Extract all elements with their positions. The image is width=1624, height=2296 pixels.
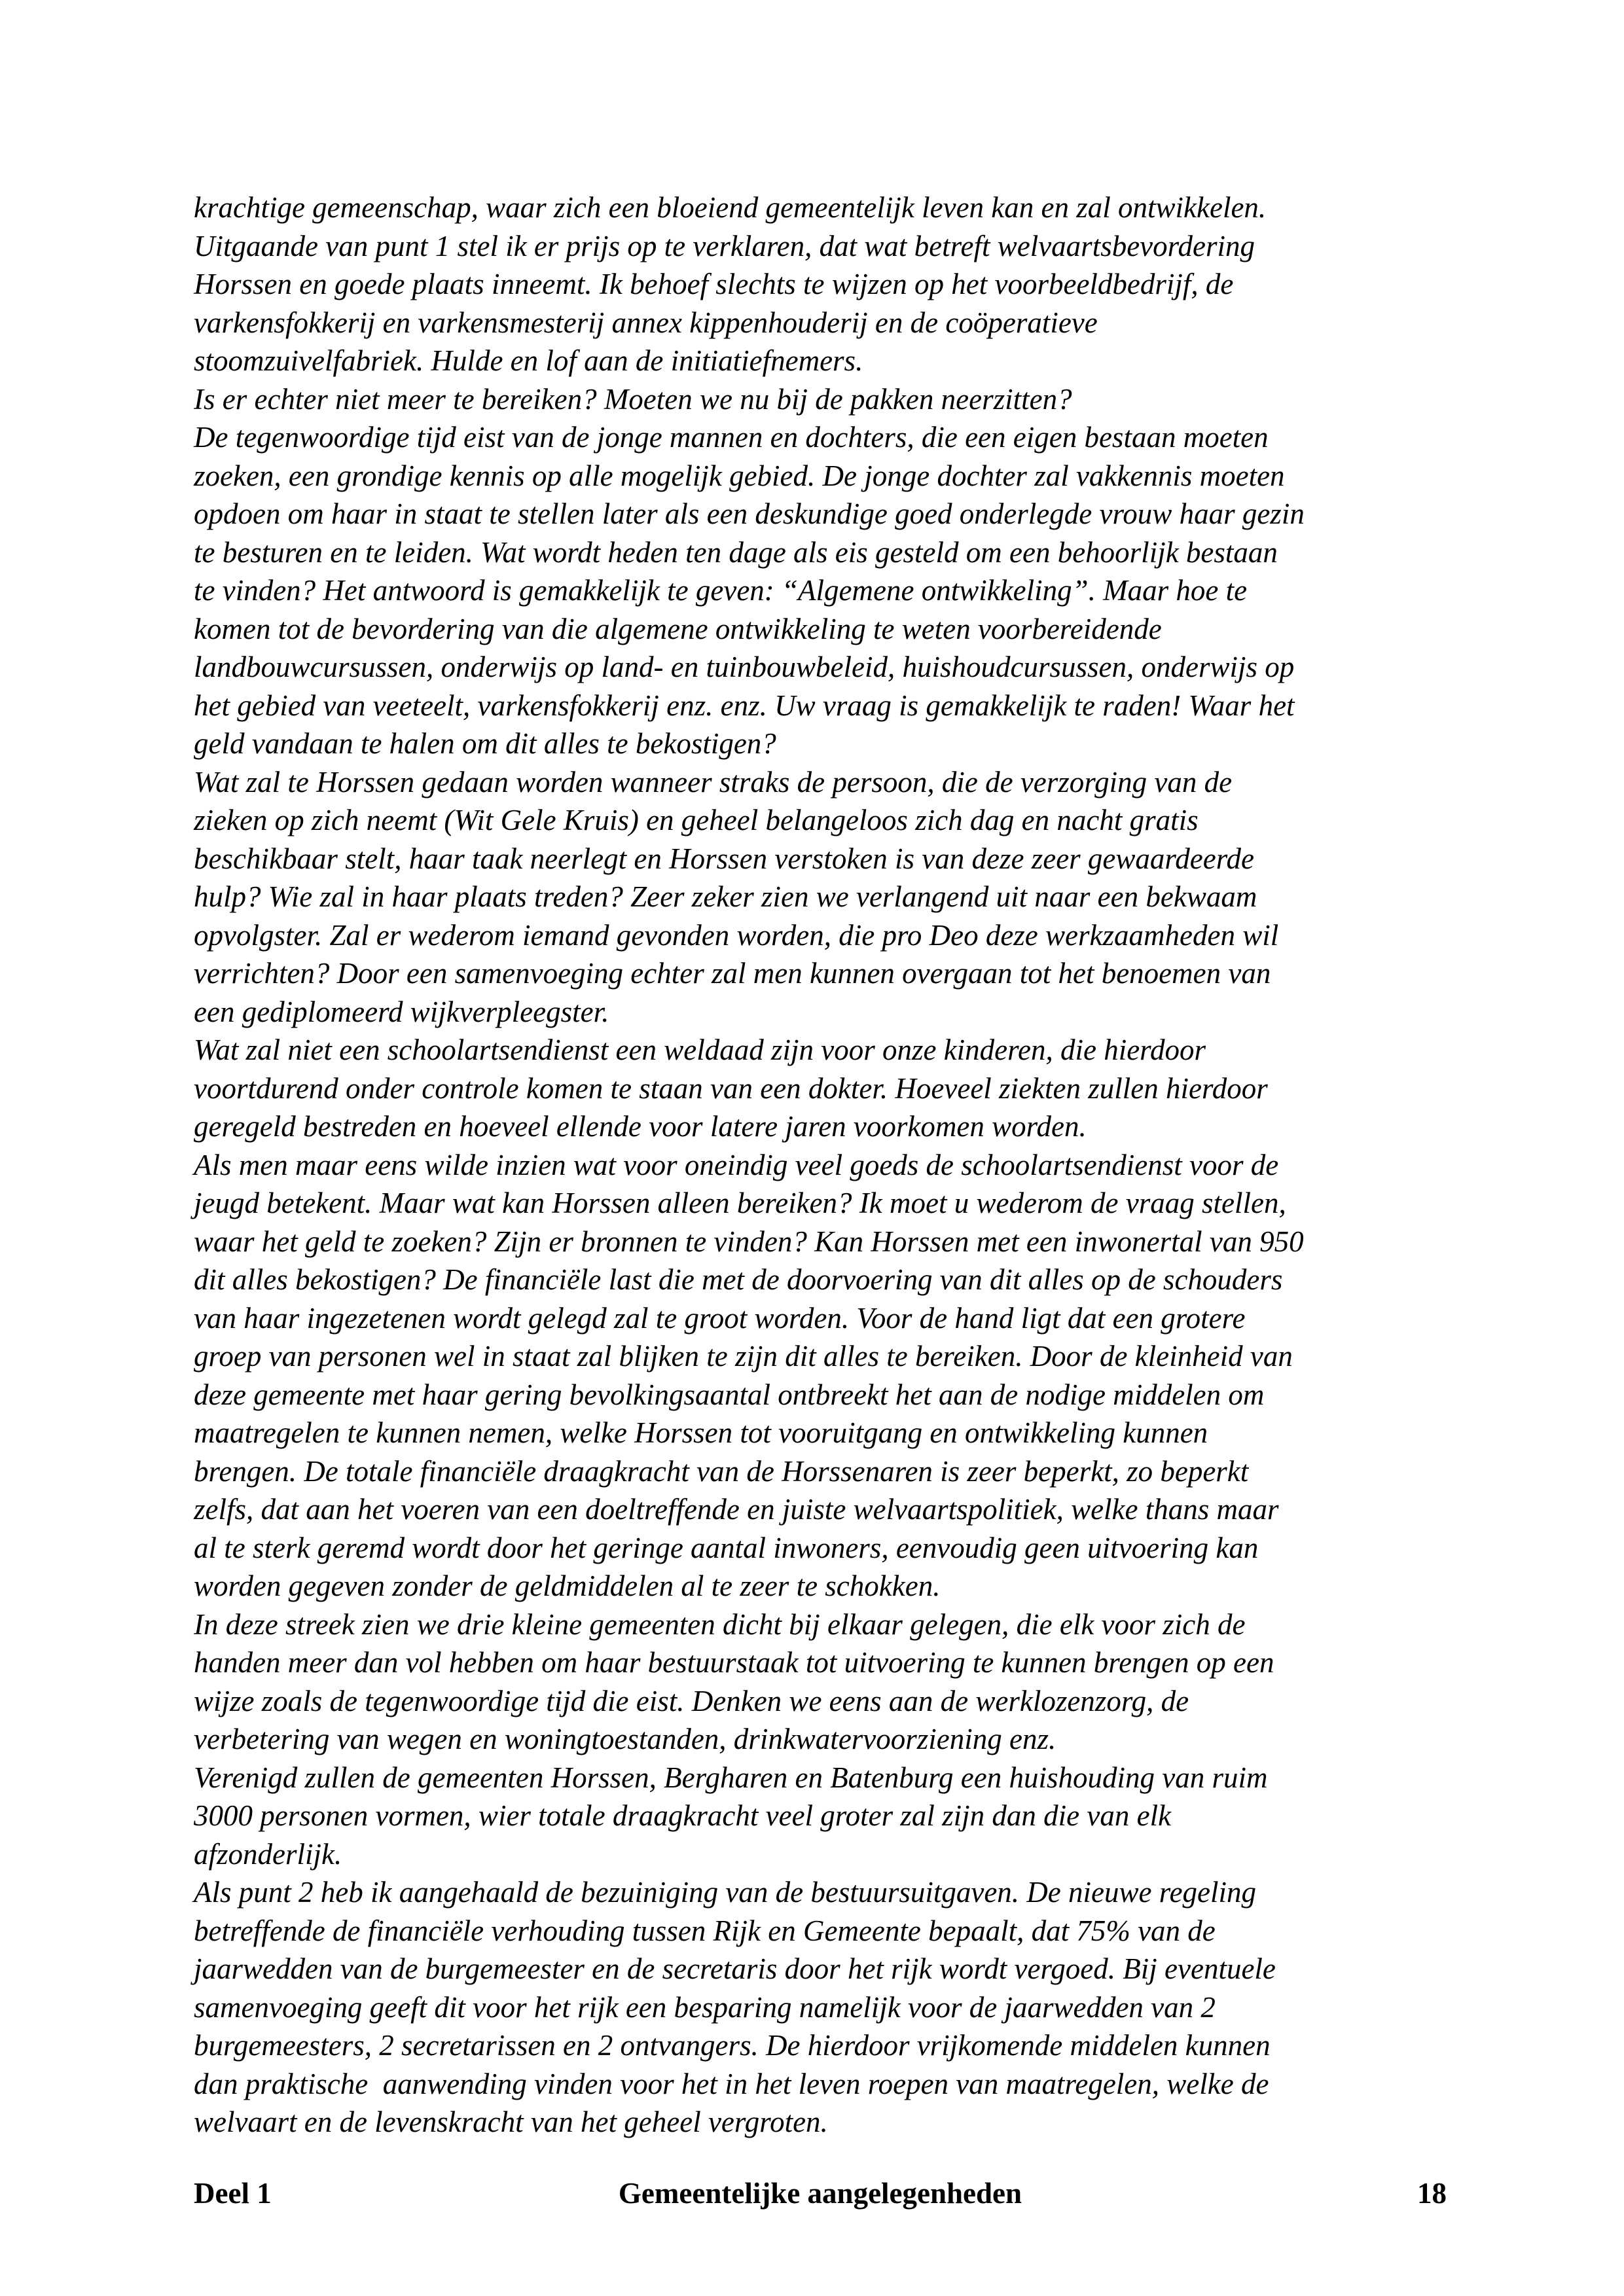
footer-chapter-title: Gemeentelijke aangelegenheden <box>618 2177 1022 2210</box>
footer-section-label: Deel 1 <box>194 2177 272 2210</box>
text-line: Als men maar eens wilde inzien wat voor oneindig veel goeds de schoolartsendienst voor de <box>194 1148 1279 1181</box>
text-line: Uitgaande van punt 1 stel ik er prijs op te verklaren, dat wat betreft welvaartsbevordering <box>194 229 1255 262</box>
text-line: brengen. De totale financiële draagkracht van de Horssenaren is zeer beperkt, zo beperkt <box>194 1454 1249 1488</box>
text-line: Wat zal niet een schoolartsendienst een weldaad zijn voor onze kinderen, die hierdoor <box>194 1033 1206 1066</box>
text-line: wijze zoals de tegenwoordige tijd die eist. Denken we eens aan de werklozenzorg, de <box>194 1684 1189 1717</box>
text-line: deze gemeente met haar gering bevolkingsaantal ontbreekt het aan de nodige middelen om <box>194 1378 1265 1411</box>
text-line: een gediplomeerd wijkverpleegster. <box>194 995 609 1028</box>
text-line: afzonderlijk. <box>194 1837 342 1871</box>
text-line: jeugd betekent. Maar wat kan Horssen alleen bereiken? Ik moet u wederom de vraag stellen, <box>194 1187 1286 1219</box>
text-line: voortdurend onder controle komen te staan van een dokter. Hoeveel ziekten zullen hierdoor <box>194 1071 1268 1105</box>
text-line: geld vandaan te halen om dit alles te bekostigen? <box>194 727 776 760</box>
text-line: waar het geld te zoeken? Zijn er bronnen te vinden? Kan Horssen met een inwonertal van 950 <box>194 1225 1304 1258</box>
text-line: van haar ingezetenen wordt gelegd zal te groot worden. Voor de hand ligt dat een grotere <box>194 1301 1246 1335</box>
text-line: zieken op zich neemt (Wit Gele Kruis) en geheel belangeloos zich dag en nacht gratis <box>194 804 1199 836</box>
text-line: verbetering van wegen en woningtoestanden, drinkwatervoorziening enz. <box>194 1723 1056 1755</box>
text-line: geregeld bestreden en hoeveel ellende voor latere jaren voorkomen worden. <box>194 1110 1087 1143</box>
text-line: Als punt 2 heb ik aangehaald de bezuiniging van de bestuursuitgaven. De nieuwe regeling <box>194 1876 1257 1909</box>
text-line: welvaart en de levenskracht van het geheel vergroten. <box>194 2106 828 2138</box>
text-line: stoomzuivelfabriek. Hulde en lof aan de initiatiefnemers. <box>194 344 863 377</box>
text-line: opdoen om haar in staat te stellen later als een deskundige goed onderlegde vrouw haar gezin <box>194 497 1305 530</box>
body-text <box>194 188 1451 2142</box>
text-line: jaarwedden van de burgemeester en de secretaris door het rijk wordt vergoed. Bij eventuele <box>194 1952 1276 1985</box>
text-line: De tegenwoordige tijd eist van de jonge mannen en dochters, die een eigen bestaan moeten <box>194 421 1269 454</box>
text-line: verrichten? Door een samenvoeging echter zal men kunnen overgaan tot het benoemen van <box>194 957 1271 990</box>
text-line: handen meer dan vol hebben om haar bestuurstaak tot uitvoering te kunnen brengen op een <box>194 1646 1274 1679</box>
text-line: krachtige gemeenschap, waar zich een bloeiend gemeentelijk leven kan en zal ontwikkelen. <box>194 191 1267 224</box>
text-line: zoeken, een grondige kennis op alle mogelijk gebied. De jonge dochter zal vakkennis moeten <box>194 459 1285 492</box>
text-line: zelfs, dat aan het voeren van een doeltreffende en juiste welvaartspolitiek, welke thans maar <box>194 1493 1279 1526</box>
text-line: worden gegeven zonder de geldmiddelen al te zeer te schokken. <box>194 1570 941 1602</box>
text-line: samenvoeging geeft dit voor het rijk een besparing namelijk voor de jaarwedden van 2 <box>194 1990 1216 2024</box>
text-line: te besturen en te leiden. Wat wordt heden ten dage als eis gesteld om een behoorlijk bestaan <box>194 535 1278 569</box>
text-line: hulp? Wie zal in haar plaats treden? Zeer zeker zien we verlangend uit naar een bekwaam <box>194 880 1257 913</box>
page-footer <box>194 2176 1447 2215</box>
text-line: Wat zal te Horssen gedaan worden wanneer straks de persoon, die de verzorging van de <box>194 765 1233 798</box>
text-line: dan praktische aanwending vinden voor het in het leven roepen van maatregelen, welke de <box>194 2067 1269 2100</box>
text-line: al te sterk geremd wordt door het geringe aantal inwoners, eenvoudig geen uitvoering kan <box>194 1531 1259 1564</box>
text-line: Verenigd zullen de gemeenten Horssen, Bergharen en Batenburg een huishouding van ruim <box>194 1761 1268 1794</box>
text-line: Horssen en goede plaats inneemt. Ik behoef slechts te wijzen op het voorbeeldbedrijf, de <box>194 268 1234 300</box>
text-line: het gebied van veeteelt, varkensfokkerij enz. enz. Uw vraag is gemakkelijk te raden! Waar het <box>194 689 1295 722</box>
text-line: komen tot de bevordering van die algemene ontwikkeling te weten voorbereidende <box>194 612 1162 645</box>
text-line: landbouwcursussen, onderwijs op land- en tuinbouwbeleid, huishoudcursussen, onderwijs op <box>194 651 1295 683</box>
text-line: 3000 personen vormen, wier totale draagkracht veel groter zal zijn dan die van elk <box>194 1799 1172 1832</box>
footer-page-number: 18 <box>1417 2177 1447 2210</box>
text-line: te vinden? Het antwoord is gemakkelijk te geven: “Algemene ontwikkeling”. Maar hoe te <box>194 574 1248 607</box>
text-line: burgemeesters, 2 secretarissen en 2 ontvangers. De hierdoor vrijkomende middelen kunnen <box>194 2029 1271 2062</box>
text-line: varkensfokkerij en varkensmesterij annex kippenhouderij en de coöperatieve <box>194 306 1098 339</box>
text-line: groep van personen wel in staat zal blijken te zijn dit alles te bereiken. Door de kleinheid van <box>194 1340 1293 1372</box>
text-line: In deze streek zien we drie kleine gemeenten dicht bij elkaar gelegen, die elk voor zich de <box>194 1607 1246 1641</box>
text-line: beschikbaar stelt, haar taak neerlegt en Horssen verstoken is van deze zeer gewaardeerde <box>194 842 1255 875</box>
text-line: betreffende de financiële verhouding tussen Rijk en Gemeente bepaalt, dat 75% van de <box>194 1914 1216 1947</box>
text-line: dit alles bekostigen? De financiële last die met de doorvoering van dit alles op de schouders <box>194 1263 1283 1296</box>
text-line: opvolgster. Zal er wederom iemand gevonden worden, die pro Deo deze werkzaamheden wil <box>194 918 1279 952</box>
text-line: Is er echter niet meer te bereiken? Moeten we nu bij de pakken neerzitten? <box>194 382 1072 416</box>
text-line: maatregelen te kunnen nemen, welke Horssen tot vooruitgang en ontwikkeling kunnen <box>194 1416 1208 1449</box>
